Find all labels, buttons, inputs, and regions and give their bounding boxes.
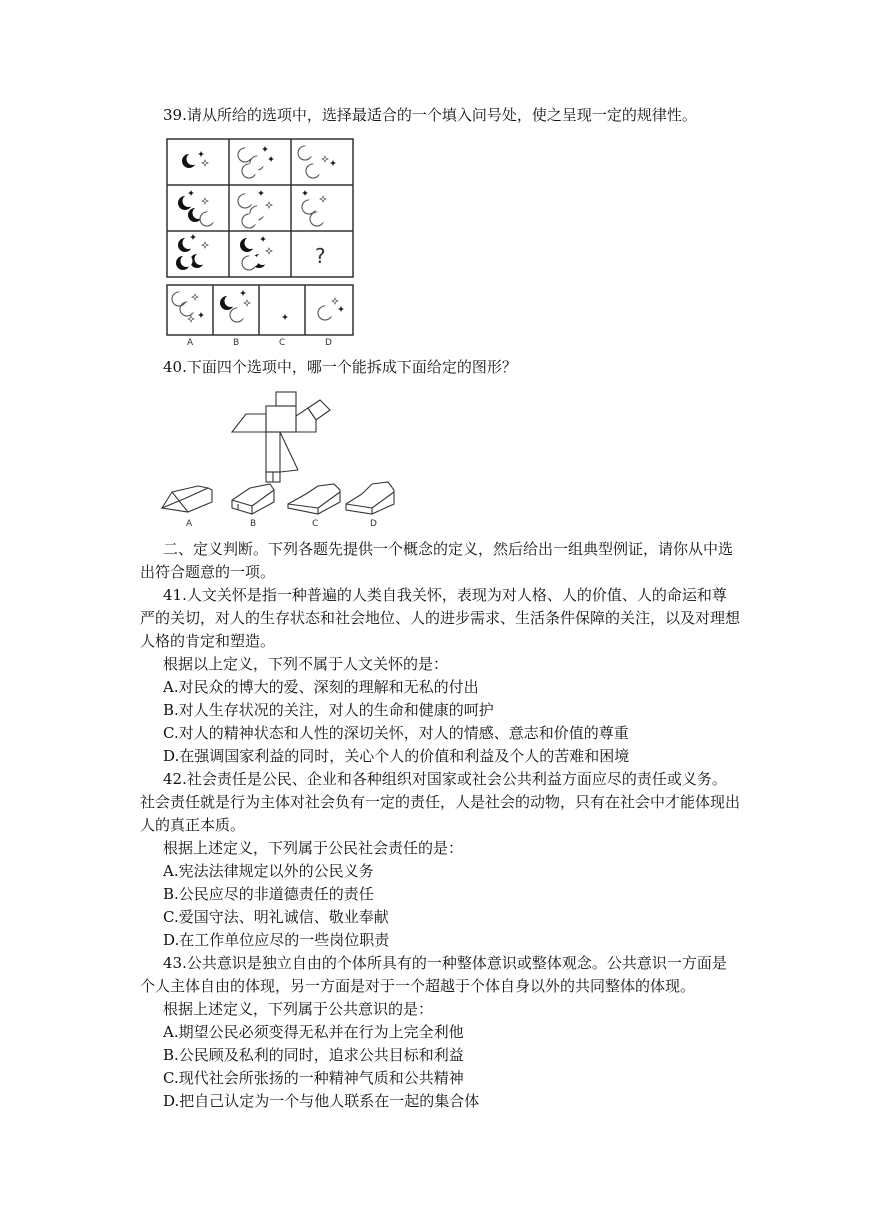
- q39-missing-mark: ?: [315, 244, 326, 268]
- q43-def-line2: 个人主体自由的体现，另一方面是对于一个超越于个体自身以外的共同整体的体现。: [140, 977, 696, 995]
- q43-option-c: C.现代社会所张扬的一种精神气质和公共精神: [163, 1069, 464, 1087]
- q41-def-line2: 严的关切，对人的生存状态和社会地位、人的进步需求、生活条件保障的关注，以及对理想: [140, 609, 741, 627]
- section2-line1: 二、定义判断。下列各题先提供一个概念的定义，然后给出一组典型例证，请你从中选: [163, 540, 734, 558]
- q41-option-a: A.对民众的博大的爱、深刻的理解和无私的付出: [163, 678, 479, 696]
- q43-stem: 根据上述定义，下列属于公共意识的是：: [163, 1000, 434, 1018]
- q42-option-b: B.公民应尽的非道德责任的责任: [163, 885, 374, 903]
- q43-option-a: A.期望公民必须变得无私并在行为上完全利他: [163, 1023, 464, 1041]
- q40-option-d: D: [370, 519, 377, 529]
- q41-def-line3: 人格的肯定和塑造。: [140, 632, 276, 650]
- q39-option-c: C: [279, 338, 286, 348]
- q40-option-d-shape: [346, 482, 394, 514]
- q40-option-a-shape: [162, 486, 212, 512]
- q42-def-line3: 人的真正本质。: [140, 816, 246, 834]
- q43-option-b: B.公民顾及私利的同时，追求公共目标和利益: [163, 1046, 464, 1064]
- q42-option-c: C.爱国守法、明礼诚信、敬业奉献: [163, 908, 389, 926]
- q43-option-d: D.把自己认定为一个与他人联系在一起的集合体: [163, 1092, 480, 1110]
- q41-option-b: B.对人生存状况的关注，对人的生命和健康的呵护: [163, 701, 494, 719]
- q40-option-b-shape: [232, 484, 274, 514]
- q39-option-a: A: [187, 338, 194, 348]
- q42-def-line2: 社会责任就是行为主体对社会负有一定的责任，人是社会的动物，只有在社会中才能体现出: [140, 793, 741, 811]
- q41-option-c: C.对人的精神状态和人性的深切关怀，对人的情感、意志和价值的尊重: [163, 724, 629, 742]
- q40-option-c-shape: [288, 484, 340, 514]
- q39-prompt: 39.请从所给的选项中，选择最适合的一个填入问号处，使之呈现一定的规律性。: [163, 106, 697, 124]
- q40-option-a: A: [186, 519, 193, 529]
- q41-option-d: D.在强调国家利益的同时，关心个人的价值和利益及个人的苦难和困境: [163, 747, 630, 765]
- q39-option-b: B: [233, 338, 240, 348]
- q40-unfolded-net: [232, 392, 330, 482]
- q42-option-d: D.在工作单位应尽的一些岗位职责: [163, 931, 390, 949]
- q43-def-line1: 43.公共意识是独立自由的个体所具有的一种整体意识或整体观念。公共意识一方面是: [163, 954, 727, 972]
- q41-def-line1: 41.人文关怀是指一种普遍的人类自我关怀，表现为对人格、人的价值、人的命运和尊: [163, 586, 727, 604]
- q40-option-c: C: [312, 519, 319, 529]
- q40-prompt: 40.下面四个选项中，哪一个能拆成下面给定的图形？: [163, 358, 517, 376]
- q40-option-b: B: [250, 519, 257, 529]
- q42-stem: 根据上述定义，下列属于公民社会责任的是：: [163, 839, 464, 857]
- q39-figure: [165, 137, 360, 349]
- q41-stem: 根据以上定义，下列不属于人文关怀的是：: [163, 655, 449, 673]
- q42-def-line1: 42.社会责任是公民、企业和各种组织对国家或社会公共利益方面应尽的责任或义务。: [163, 770, 727, 788]
- q40-figure: [158, 390, 398, 530]
- section2-line2: 出符合题意的一项。: [140, 563, 276, 581]
- q39-option-d: D: [325, 338, 332, 348]
- q42-option-a: A.宪法法律规定以外的公民义务: [163, 862, 374, 880]
